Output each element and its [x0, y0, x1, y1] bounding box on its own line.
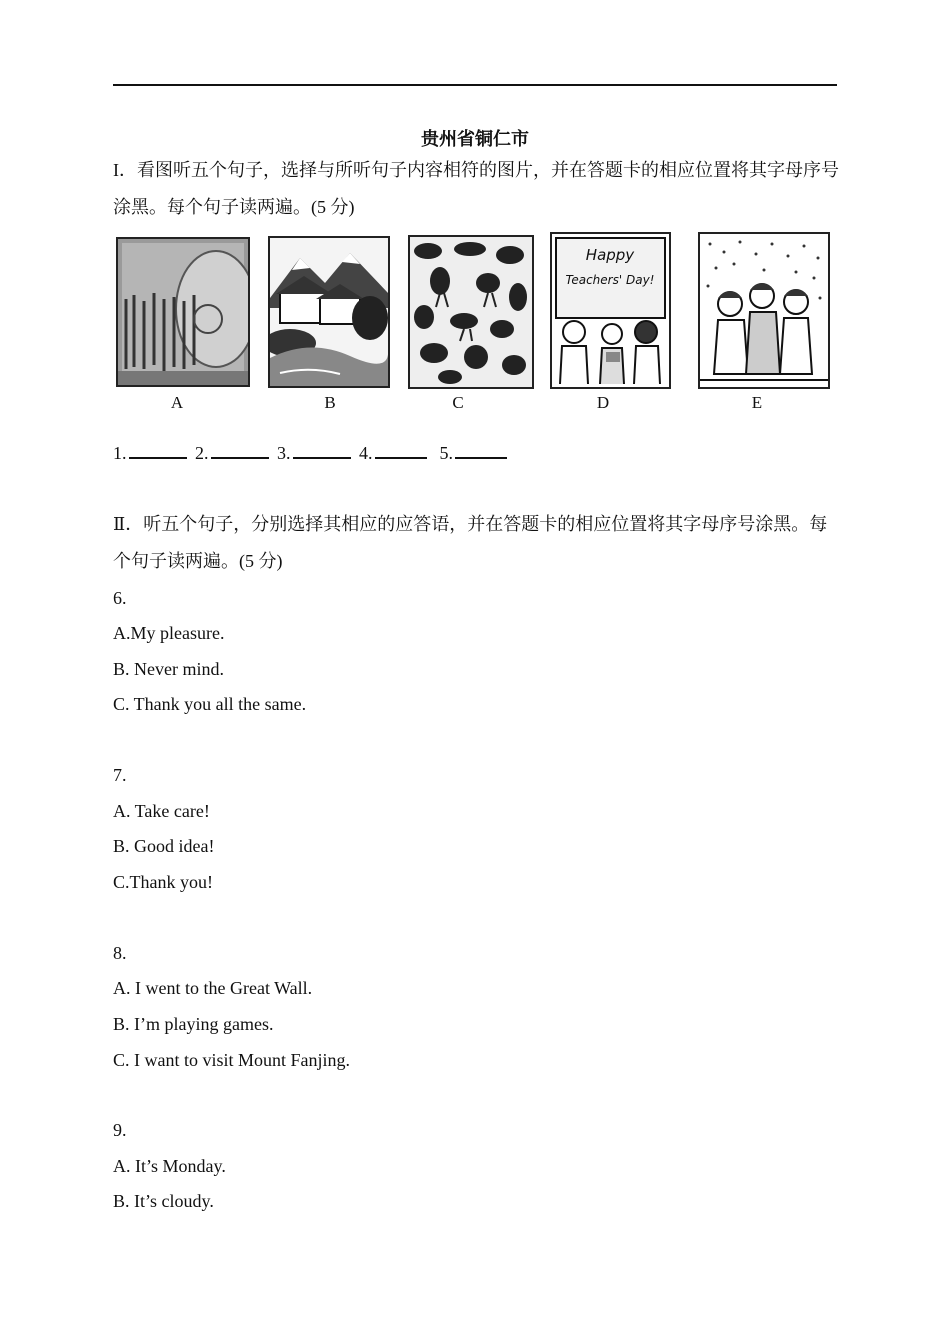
picture-label-b: B — [324, 393, 336, 412]
blackboard-text-line1: Happy — [585, 246, 635, 264]
picture-d — [550, 232, 671, 389]
blackboard-text-line2: Teachers' Day! — [565, 273, 655, 287]
question-8-option-b: B. I’m playing games. — [113, 1014, 274, 1034]
question-9-option-a: A. It’s Monday. — [113, 1156, 226, 1176]
picture-label-a: A — [170, 393, 184, 412]
question-6-option-c: C. Thank you all the same. — [113, 694, 307, 714]
question-7-option-c: C.Thank you! — [113, 872, 213, 892]
picture-c — [408, 235, 534, 389]
teachers-day-illustration — [552, 234, 669, 387]
section2-instruction: Ⅱ．听五个句子，分别选择其相应的应答语，并在答题卡的相应位置将其字母序号涂黑。每个句子读两遍。(5 分) — [113, 514, 828, 571]
question-8-number: 8. — [113, 943, 127, 963]
picture-label-d: D — [596, 393, 610, 412]
house-landscape-illustration — [270, 238, 388, 386]
question-7-option-b: B. Good idea! — [113, 836, 215, 856]
answer-number-3: 3. — [277, 443, 291, 463]
picture-label-c: C — [452, 393, 464, 412]
answer-blanks-row — [113, 441, 511, 464]
picture-label-e: E — [751, 393, 763, 412]
header-rule — [113, 84, 837, 86]
snow-children-illustration — [700, 234, 828, 387]
picture-b — [268, 236, 390, 388]
question-8-option-c: C. I want to visit Mount Fanjing. — [113, 1050, 351, 1070]
question-7-number: 7. — [113, 765, 127, 785]
question-8-option-a: A. I went to the Great Wall. — [113, 978, 313, 998]
question-6-option-a: A.My pleasure. — [113, 623, 225, 643]
answer-number-1: 1. — [113, 443, 127, 463]
picture-e — [698, 232, 830, 389]
answer-number-2: 2. — [195, 443, 209, 463]
picture-a — [116, 237, 250, 387]
question-6-number: 6. — [113, 588, 127, 608]
answer-number-4: 4. — [359, 443, 373, 463]
answer-blank-1[interactable] — [129, 441, 187, 459]
question-9-option-b: B. It’s cloudy. — [113, 1191, 214, 1211]
wall-drawing-illustration — [118, 239, 248, 385]
answer-number-5: 5. — [439, 443, 453, 463]
animals-illustration — [410, 237, 532, 387]
answer-blank-2[interactable] — [211, 441, 269, 459]
section1-instruction: I．看图听五个句子，选择与所听句子内容相符的图片，并在答题卡的相应位置将其字母序号涂黑。每个句子读两遍。(5 分) — [113, 160, 839, 217]
question-9-number: 9. — [113, 1120, 127, 1140]
question-7-option-a: A. Take care! — [113, 801, 210, 821]
page-title: 贵州省铜仁市 — [421, 129, 529, 150]
question-6-option-b: B. Never mind. — [113, 659, 224, 679]
answer-blank-3[interactable] — [293, 441, 351, 459]
answer-blank-4[interactable] — [375, 441, 427, 459]
answer-blank-5[interactable] — [455, 441, 507, 459]
